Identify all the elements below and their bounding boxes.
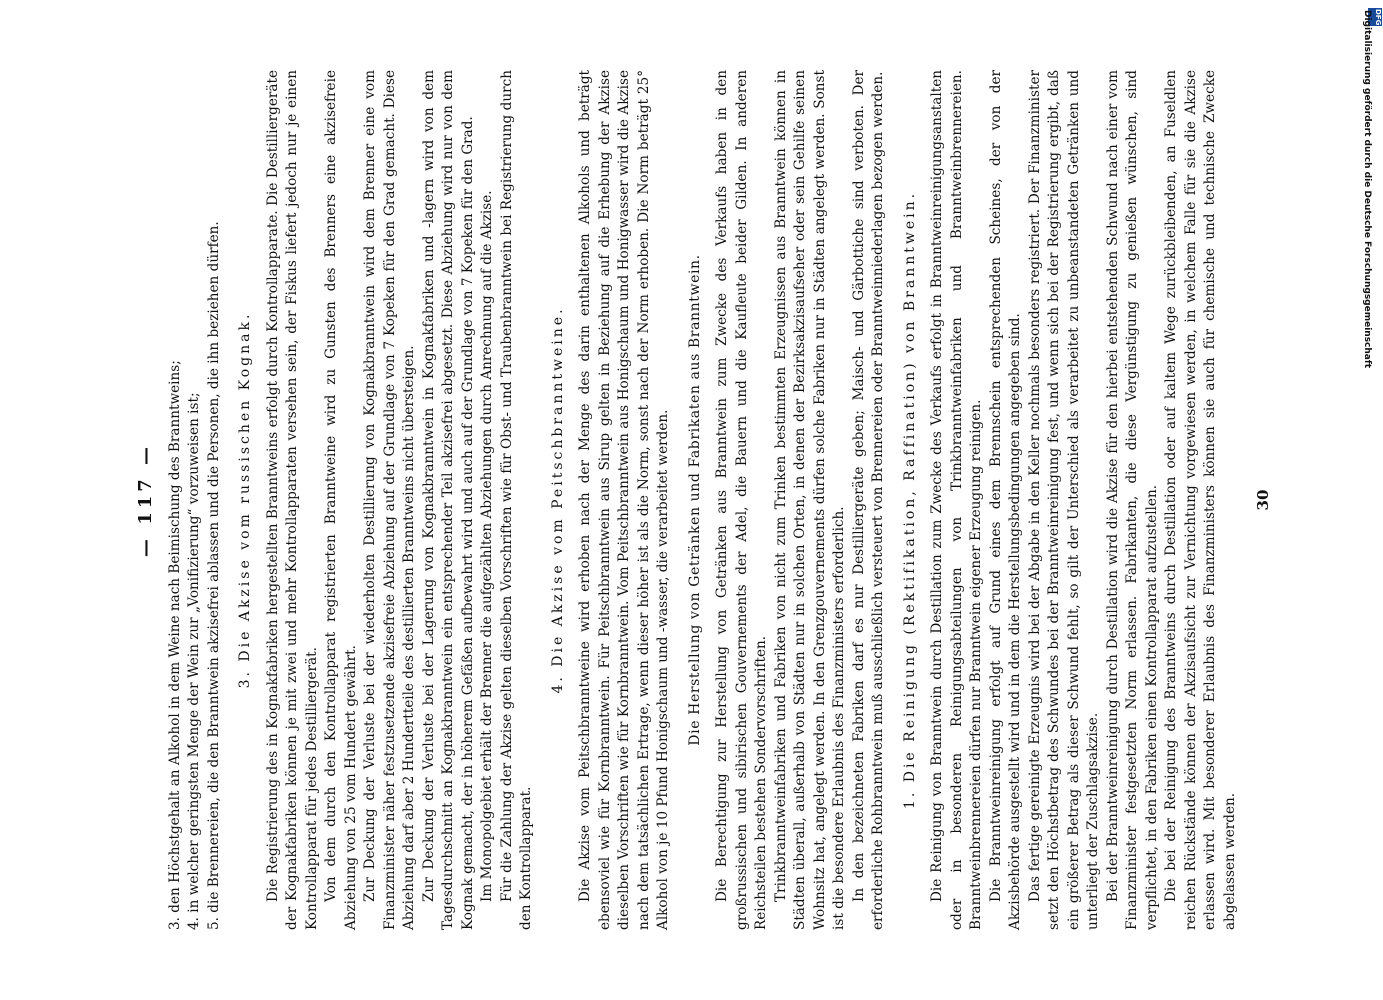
section-heading-reinigung: 1. Die Reinigung (Rektifikation, Raffination) von Branntwein. — [901, 190, 918, 810]
paragraph: Die Akzise vom Peitschbranntweine wird erhoben nach der Menge des darin enthaltenen Alkohols und beträgt ebensoviel wie für Kornbranntwein. Für Peitschbranntwein aus Sirup gelten in Beziehung auf die Erhebung der Akzise dieselben Vorschriften wie für Kornbranntwein. Vom Peitschbranntwein aus Honigschaum und Honigwasser wird die Akzise nach dem tatsächlichen Ertrage, wenn dieser höher ist als die Norm, sonst nach der Norm erhoben. Die Norm beträgt 25° Alkohol von je 10 Pfund Honigschaum und -wasser, die verarbeitet werden. — [577, 70, 671, 930]
paragraph: Zur Deckung der Verluste bei der Lagerung von Kognakbranntwein in Kognakfabriken und -lagern wird von dem Tagesdurchschnitt an Kognakbranntwein ein entsprechender Teil akzisefrei abgesetzt. Diese Abziehung wird nur von dem Kognak gemacht, der in höherem Gefäßen aufbewahrt wird und auch auf der Grundlage von 7 Kopeken für den Grad. — [420, 70, 476, 930]
paragraph: Zur Deckung der Verluste bei der wiederholten Destillierung von Kognakbranntwein wird dem Brenner eine vom Finanzminister näher festzusetzende akzisefreie Abziehung auf der Grundlage von 7 Kopeken für den Grad gemacht. Diese Abziehung darf aber 2 Hundertteile des destillierten Branntweins nicht übersteigen. — [362, 70, 417, 930]
paragraph: In den bezeichneten Fabriken darf es nur Destilliergeräte geben; Maisch- und Gärbottiche sind verboten. Der erforderliche Rohbranntwein muß ausschließlich versteuert von Brennereien oder Branntweinniederlagen bezogen werden. — [850, 70, 886, 930]
rotated-text-block — [106, 50, 1276, 950]
paragraph: Von dem durch den Kontrollapparat registrierten Branntweine wird zu Gunsten des Brenners eine akzisefreie Abziehung von 25 vom Hundert gewährt. — [323, 70, 359, 930]
list-item: 4. in welcher geringsten Menge der Wein zur „Vonifizierung“ vorzuweisen ist; — [186, 392, 202, 930]
paragraph: Die Registrierung des in Kognakfabriken hergestellten Branntweins erfolgt durch Kontrollapparate. Die Destilliergeräte der Kognakfabriken können je mit zwei und mehr Kontrollapparaten versehen sein, der Fiskus liefert jedoch nur je einen Kontrollapparat für jedes Destilliergerät. — [264, 70, 320, 930]
paragraph: Bei der Branntweinreinigung durch Destillation wird die Akzise für den hierbei entstehenden Schwund nach einer vom Finanzminister festgesetzten Norm erlassen. Fabrikanten, die diese Vergünstigung zu genießen wünschen, sind verpflichtet, in den Fabriken einen Kontrollapparat aufzustellen. — [1104, 70, 1160, 930]
list-item: 3. den Höchstgehalt an Alkohol in dem Weine nach Beimischung des Branntweins; — [166, 360, 183, 930]
paragraph: Die Reinigung von Branntwein durch Destillation zum Zwecke des Verkaufs erfolgt in Branntweinreinigungsanstalten oder in besonderen Reinigungsabteilungen von Trinkbranntweinfabriken und Branntweinbrennereien. Branntweinbrennereien dürfen nur Branntwein eigener Erzeugung reinigen. — [929, 70, 984, 930]
section-heading-kognak: 3. Die Akzise vom russischen Kognak. — [237, 311, 253, 689]
list-item: 5. die Brennereien, die den Branntwein akzisefrei ablassen und die Personen, die ihn beziehen dürfen. — [205, 221, 222, 930]
paragraph: Die Branntweinreinigung erfolgt auf Grund eines dem Brennschein entsprechenden Scheines, der von der Akzisbehörde ausgestellt wird und in dem die Herstellungsbedingungen angegeben sind. — [987, 70, 1023, 930]
paragraph: Für die Zahlung der Akzise gelten dieselben Vorschriften wie für Obst- und Traubenbranntwein bei Registrierung durch den Kontrollapparat. — [498, 70, 534, 930]
paragraph: Die bei der Reinigung des Branntweins durch Destillation oder auf kaltem Wege zurückbleibenden, an Fuseldlen reichen Rückstände können der Akzisaufsicht zur Vernichtung vorgewiesen werden, in welchem Falle für sie die Akzise erlassen wird. Mit besonderer Erlaubnis des Finanzministers können sie auch für chemische und technische Zwecke abgelassen werden. — [1163, 70, 1238, 930]
paragraph: Trinkbranntweinfabriken und Fabriken von nicht zum Trinken bestimmten Erzeugnissen aus Branntwein können in Städten überall, außerhalb von Städten nur in solchen Orten, in denen der Bezirksakzisaufseher oder sein Gehilfe seinen Wohnsitz hat, angelegt werden. In den Grenzgouvernements dürfen solche Fabriken nur in Städten angelegt werden. Sonst ist die besondere Erlaubnis des Finanzministers erforderlich. — [772, 70, 847, 930]
funding-note: Digitalisierung gefördert durch die Deutsche Forschungsgemeinschaft — [1362, 10, 1372, 369]
section-heading-herstellung: Die Herstellung von Getränken und Fabrikaten aus Branntwein. — [686, 254, 703, 746]
page-number-bottom: 30 — [1254, 489, 1272, 511]
paragraph: Im Monopolgebiet erhält der Brenner die aufgezählten Abziehungen durch Anrechnung auf die Akzise. — [479, 190, 495, 902]
page-number-top: — 117 — — [135, 442, 156, 558]
section-heading-peitsch: 4. Die Akzise vom Peitschbranntweine. — [549, 306, 566, 694]
paragraph: Das fertige gereinigte Erzeugnis wird bei der Abgabe in den Keller nochmals besonders registriert. Der Finanzminister setzt den Höchstbetrag des Schwundes bei der Branntweinreinigung fest, und wenn sich bei der Registrierung ergibt, daß ein größerer Betrag als dieser Schwund fehlt, so gilt der Unterschied als verarbeitet zu unbeanstandeten Getränken und unterliegt der Zuschlagsakzise. — [1026, 70, 1101, 930]
paragraph: Die Berechtigung zur Herstellung von Getränken aus Branntwein zum Zwecke des Verkaufs haben in den großrussischen und sibirischen Gouvernements der Adel, die Bauern und die Kaufleute beider Gilden. In anderen Reichsteilen bestehen Sondervorschriften. — [714, 70, 769, 930]
dfg-logo-text: DFG — [1374, 8, 1382, 26]
